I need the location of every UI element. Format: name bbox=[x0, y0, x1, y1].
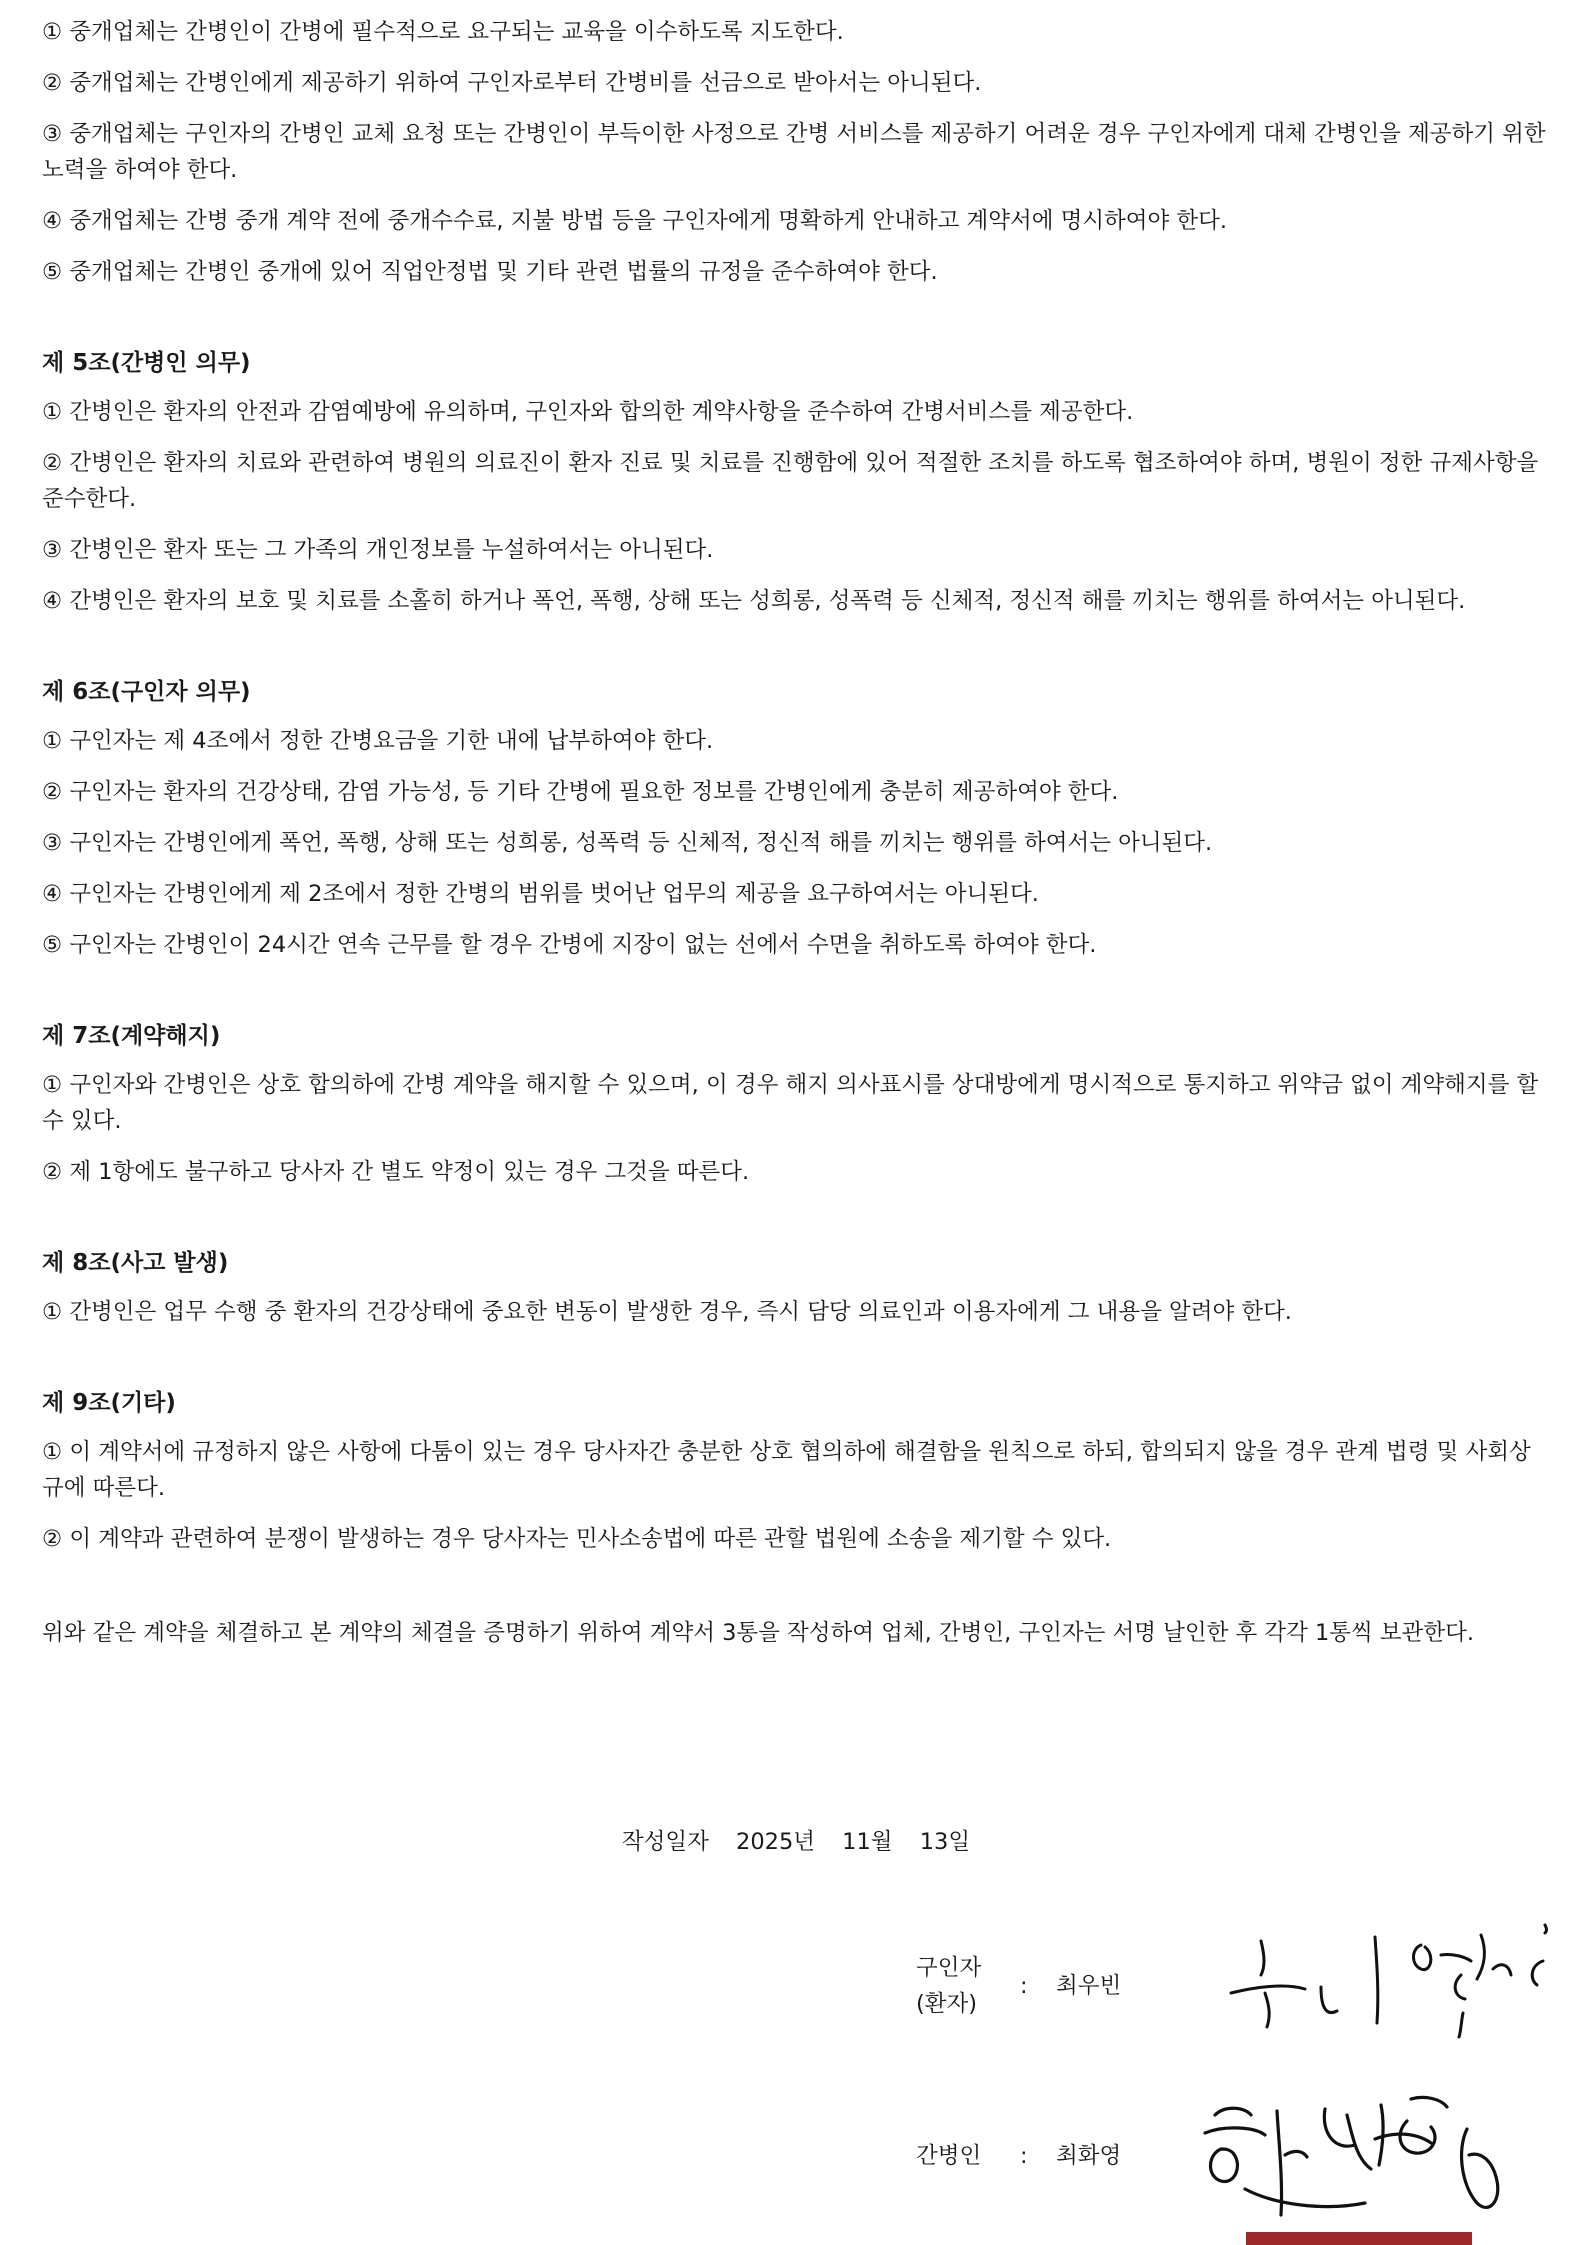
date-year: 2025년 bbox=[736, 1829, 816, 1855]
clause-item: ③ 구인자는 간병인에게 폭언, 폭행, 상해 또는 성희롱, 성폭력 등 신체적, 정신적 해를 끼치는 행위를 하여서는 아니된다. bbox=[42, 830, 1213, 856]
article-title: 제 9조(기타) bbox=[42, 1390, 176, 1416]
date-day: 13일 bbox=[919, 1829, 971, 1855]
clause-item: ② 이 계약과 관련하여 분쟁이 발생하는 경우 당사자는 민사소송법에 따른 관할 법원에 소송을 제기할 수 있다. bbox=[42, 1526, 1112, 1552]
clause-item: ④ 간병인은 환자의 보호 및 치료를 소홀히 하거나 폭언, 폭행, 상해 또는 성희롱, 성폭력 등 신체적, 정신적 해를 끼치는 행위를 하여서는 아니된다. bbox=[42, 588, 1466, 614]
article-8 bbox=[42, 1245, 1550, 1330]
clause-item: ① 간병인은 환자의 안전과 감염예방에 유의하며, 구인자와 합의한 계약사항을 준수하여 간병서비스를 제공한다. bbox=[42, 399, 1134, 425]
clause-item: ① 간병인은 업무 수행 중 환자의 건강상태에 중요한 변동이 발생한 경우, 즉시 담당 의료인과 이용자에게 그 내용을 알려야 한다. bbox=[42, 1299, 1292, 1325]
footer-bar bbox=[1246, 2232, 1472, 2245]
signatory-colon: : bbox=[1020, 2143, 1028, 2169]
clause-item: ④ 중개업체는 간병 중개 계약 전에 중개수수료, 지불 방법 등을 구인자에게 명확하게 안내하고 계약서에 명시하여야 한다. bbox=[42, 208, 1228, 234]
signatory-caregiver bbox=[916, 2138, 1156, 2178]
signatory-role: 구인자 (환자) bbox=[916, 1955, 982, 2017]
article-7 bbox=[42, 1018, 1550, 1190]
signatory-colon: : bbox=[1020, 1973, 1028, 1999]
clause-item: ① 이 계약서에 규정하지 않은 사항에 다툼이 있는 경우 당사자간 충분한 상호 협의하에 해결함을 원칙으로 하되, 합의되지 않을 경우 관계 법령 및 사회상규에 따른다. bbox=[42, 1439, 1531, 1501]
article-title: 제 6조(구인자 의무) bbox=[42, 679, 251, 705]
contract-document bbox=[42, 14, 1550, 1855]
article-title: 제 8조(사고 발생) bbox=[42, 1250, 229, 1276]
date-label: 작성일자 bbox=[621, 1829, 709, 1855]
patient-signature bbox=[1225, 1905, 1555, 2055]
signatory-patient bbox=[916, 1950, 1156, 2030]
clause-item: ① 구인자와 간병인은 상호 합의하에 간병 계약을 해지할 수 있으며, 이 경우 해지 의사표시를 상대방에게 명시적으로 통지하고 위약금 없이 계약해지를 할 수 있다. bbox=[42, 1072, 1539, 1134]
clause-item: ② 구인자는 환자의 건강상태, 감염 가능성, 등 기타 간병에 필요한 정보를 간병인에게 충분히 제공하여야 한다. bbox=[42, 779, 1119, 805]
article-9 bbox=[42, 1385, 1550, 1557]
article-6 bbox=[42, 674, 1550, 963]
article-title: 제 7조(계약해지) bbox=[42, 1023, 221, 1049]
signatory-name: 최우빈 bbox=[1056, 1973, 1122, 1999]
date-month: 11월 bbox=[842, 1829, 893, 1855]
article-5 bbox=[42, 345, 1550, 619]
signatory-role: 간병인 bbox=[916, 2143, 982, 2169]
article-title: 제 5조(간병인 의무) bbox=[42, 350, 251, 376]
clause-item: ① 중개업체는 간병인이 간병에 필수적으로 요구되는 교육을 이수하도록 지도한다. bbox=[42, 19, 844, 45]
closing-statement: 위와 같은 계약을 체결하고 본 계약의 체결을 증명하기 위하여 계약서 3통을 작성하여 업체, 간병인, 구인자는 서명 날인한 후 각각 1통씩 보관한다. bbox=[42, 1620, 1475, 1646]
clause-item: ④ 구인자는 간병인에게 제 2조에서 정한 간병의 범위를 벗어난 업무의 제공을 요구하여서는 아니된다. bbox=[42, 881, 1039, 907]
clause-item: ⑤ 구인자는 간병인이 24시간 연속 근무를 할 경우 간병에 지장이 없는 선에서 수면을 취하도록 하여야 한다. bbox=[42, 932, 1097, 958]
caregiver-signature bbox=[1185, 2085, 1525, 2235]
clause-item: ① 구인자는 제 4조에서 정한 간병요금을 기한 내에 납부하여야 한다. bbox=[42, 728, 714, 754]
clause-item: ③ 중개업체는 구인자의 간병인 교체 요청 또는 간병인이 부득이한 사정으로 간병 서비스를 제공하기 어려운 경우 구인자에게 대체 간병인을 제공하기 위한 노력을 하여야 한다. bbox=[42, 121, 1546, 183]
clause-item: ② 제 1항에도 불구하고 당사자 간 별도 약정이 있는 경우 그것을 따른다. bbox=[42, 1159, 750, 1185]
intro-clauses bbox=[42, 14, 1550, 290]
signatory-name: 최화영 bbox=[1056, 2143, 1122, 2169]
clause-item: ③ 간병인은 환자 또는 그 가족의 개인정보를 누설하여서는 아니된다. bbox=[42, 537, 714, 563]
clause-item: ② 간병인은 환자의 치료와 관련하여 병원의 의료진이 환자 진료 및 치료를 진행함에 있어 적절한 조치를 하도록 협조하여야 하며, 병원이 정한 규제사항을 준수한다. bbox=[42, 450, 1539, 512]
clause-item: ② 중개업체는 간병인에게 제공하기 위하여 구인자로부터 간병비를 선금으로 받아서는 아니된다. bbox=[42, 70, 982, 96]
clause-item: ⑤ 중개업체는 간병인 중개에 있어 직업안정법 및 기타 관련 법률의 규정을 준수하여야 한다. bbox=[42, 259, 938, 285]
date-line bbox=[42, 1824, 1550, 1860]
